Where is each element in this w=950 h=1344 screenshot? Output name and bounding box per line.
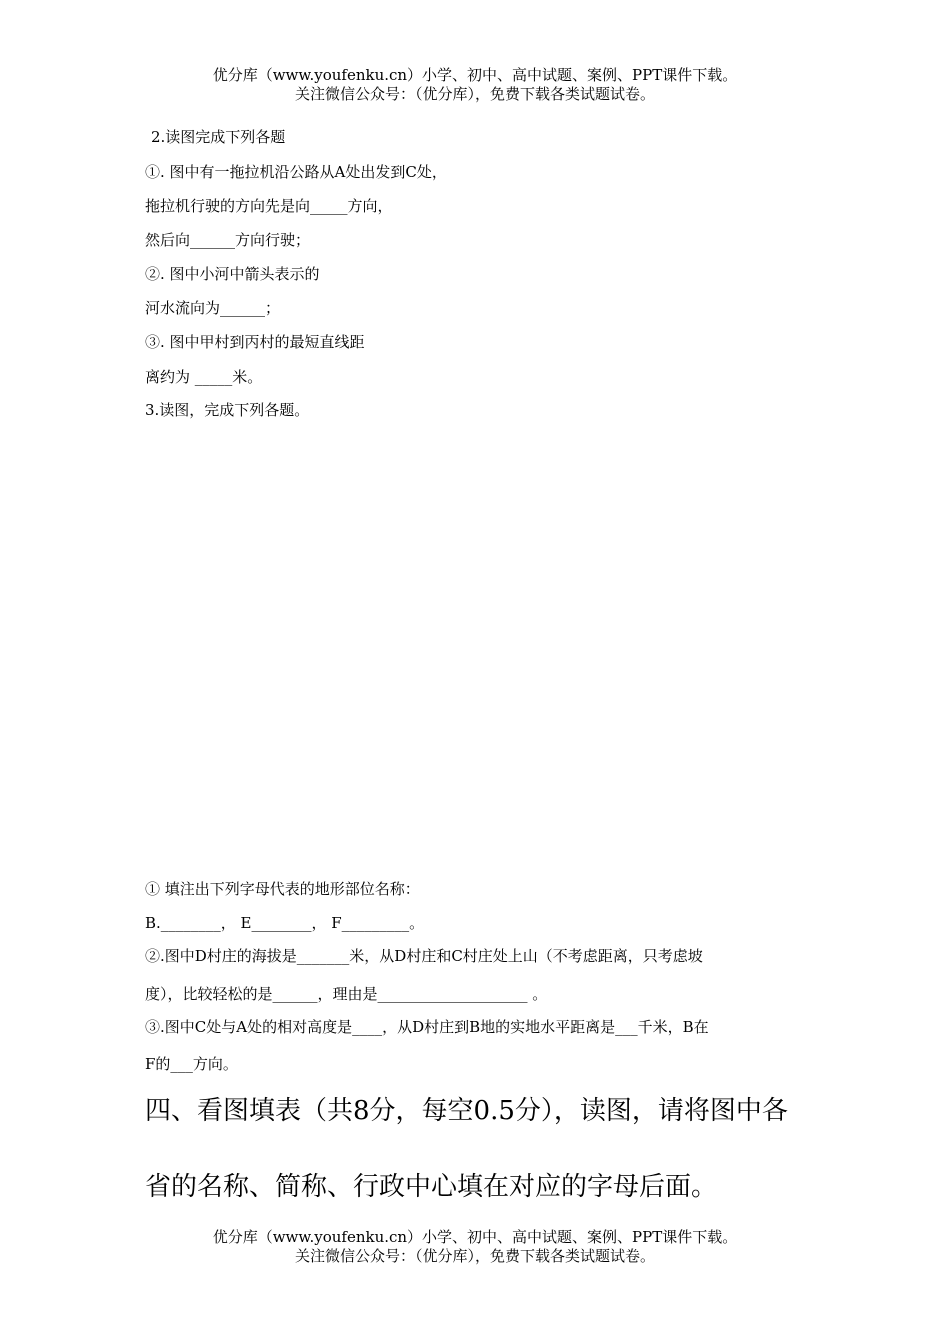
q3-line-6: F的___方向。: [145, 1055, 238, 1073]
page-footer: [0, 1228, 950, 1266]
section4-line-2: 省的名称、简称、行政中心填在对应的字母后面。: [145, 1172, 718, 1202]
q2-line-6: ③. 图中甲村到丙村的最短直线距: [145, 333, 365, 351]
q2-line-2: 拖拉机行驶的方向先是向_____方向，: [145, 197, 393, 215]
q2-line-3: 然后向______方向行驶；: [145, 231, 311, 249]
q3-line-4: 度），比较轻松的是______，理由是____________________ 。: [145, 985, 548, 1003]
q2-line-4: ②. 图中小河中箭头表示的: [145, 265, 320, 283]
page-header: [0, 66, 950, 104]
q2-title: 2.读图完成下列各题: [151, 128, 286, 146]
q2-line-5: 河水流向为______；: [145, 299, 281, 317]
footer-line-1: 优分库（www.youfenku.cn）小学、初中、高中试题、案例、PPT课件下载。: [212, 1228, 738, 1246]
footer-line-2: 关注微信公众号：（优分库），免费下载各类试题试卷。: [294, 1247, 655, 1265]
q2-line-1: ①. 图中有一拖拉机沿公路从A处出发到C处，: [145, 163, 447, 181]
q2-line-7: 离约为 _____米。: [145, 368, 263, 386]
q3-title: 3.读图，完成下列各题。: [145, 401, 310, 419]
q3-line-1: ① 填注出下列字母代表的地形部位名称：: [145, 880, 420, 898]
section4-line-1: 四、看图填表（共8分，每空0.5分），读图，请将图中各: [145, 1096, 788, 1126]
q3-line-2: B.________， E________， F_________。: [145, 914, 425, 932]
header-line-2: 关注微信公众号：（优分库），免费下载各类试题试卷。: [294, 85, 655, 103]
q3-line-3: ②.图中D村庄的海拔是_______米，从D村庄和C村庄处上山（不考虑距离，只考虑坡: [145, 947, 703, 965]
q3-line-5: ③.图中C处与A处的相对高度是____，从D村庄到B地的实地水平距离是___千米，B在: [145, 1018, 709, 1036]
header-line-1: 优分库（www.youfenku.cn）小学、初中、高中试题、案例、PPT课件下载。: [212, 66, 738, 84]
